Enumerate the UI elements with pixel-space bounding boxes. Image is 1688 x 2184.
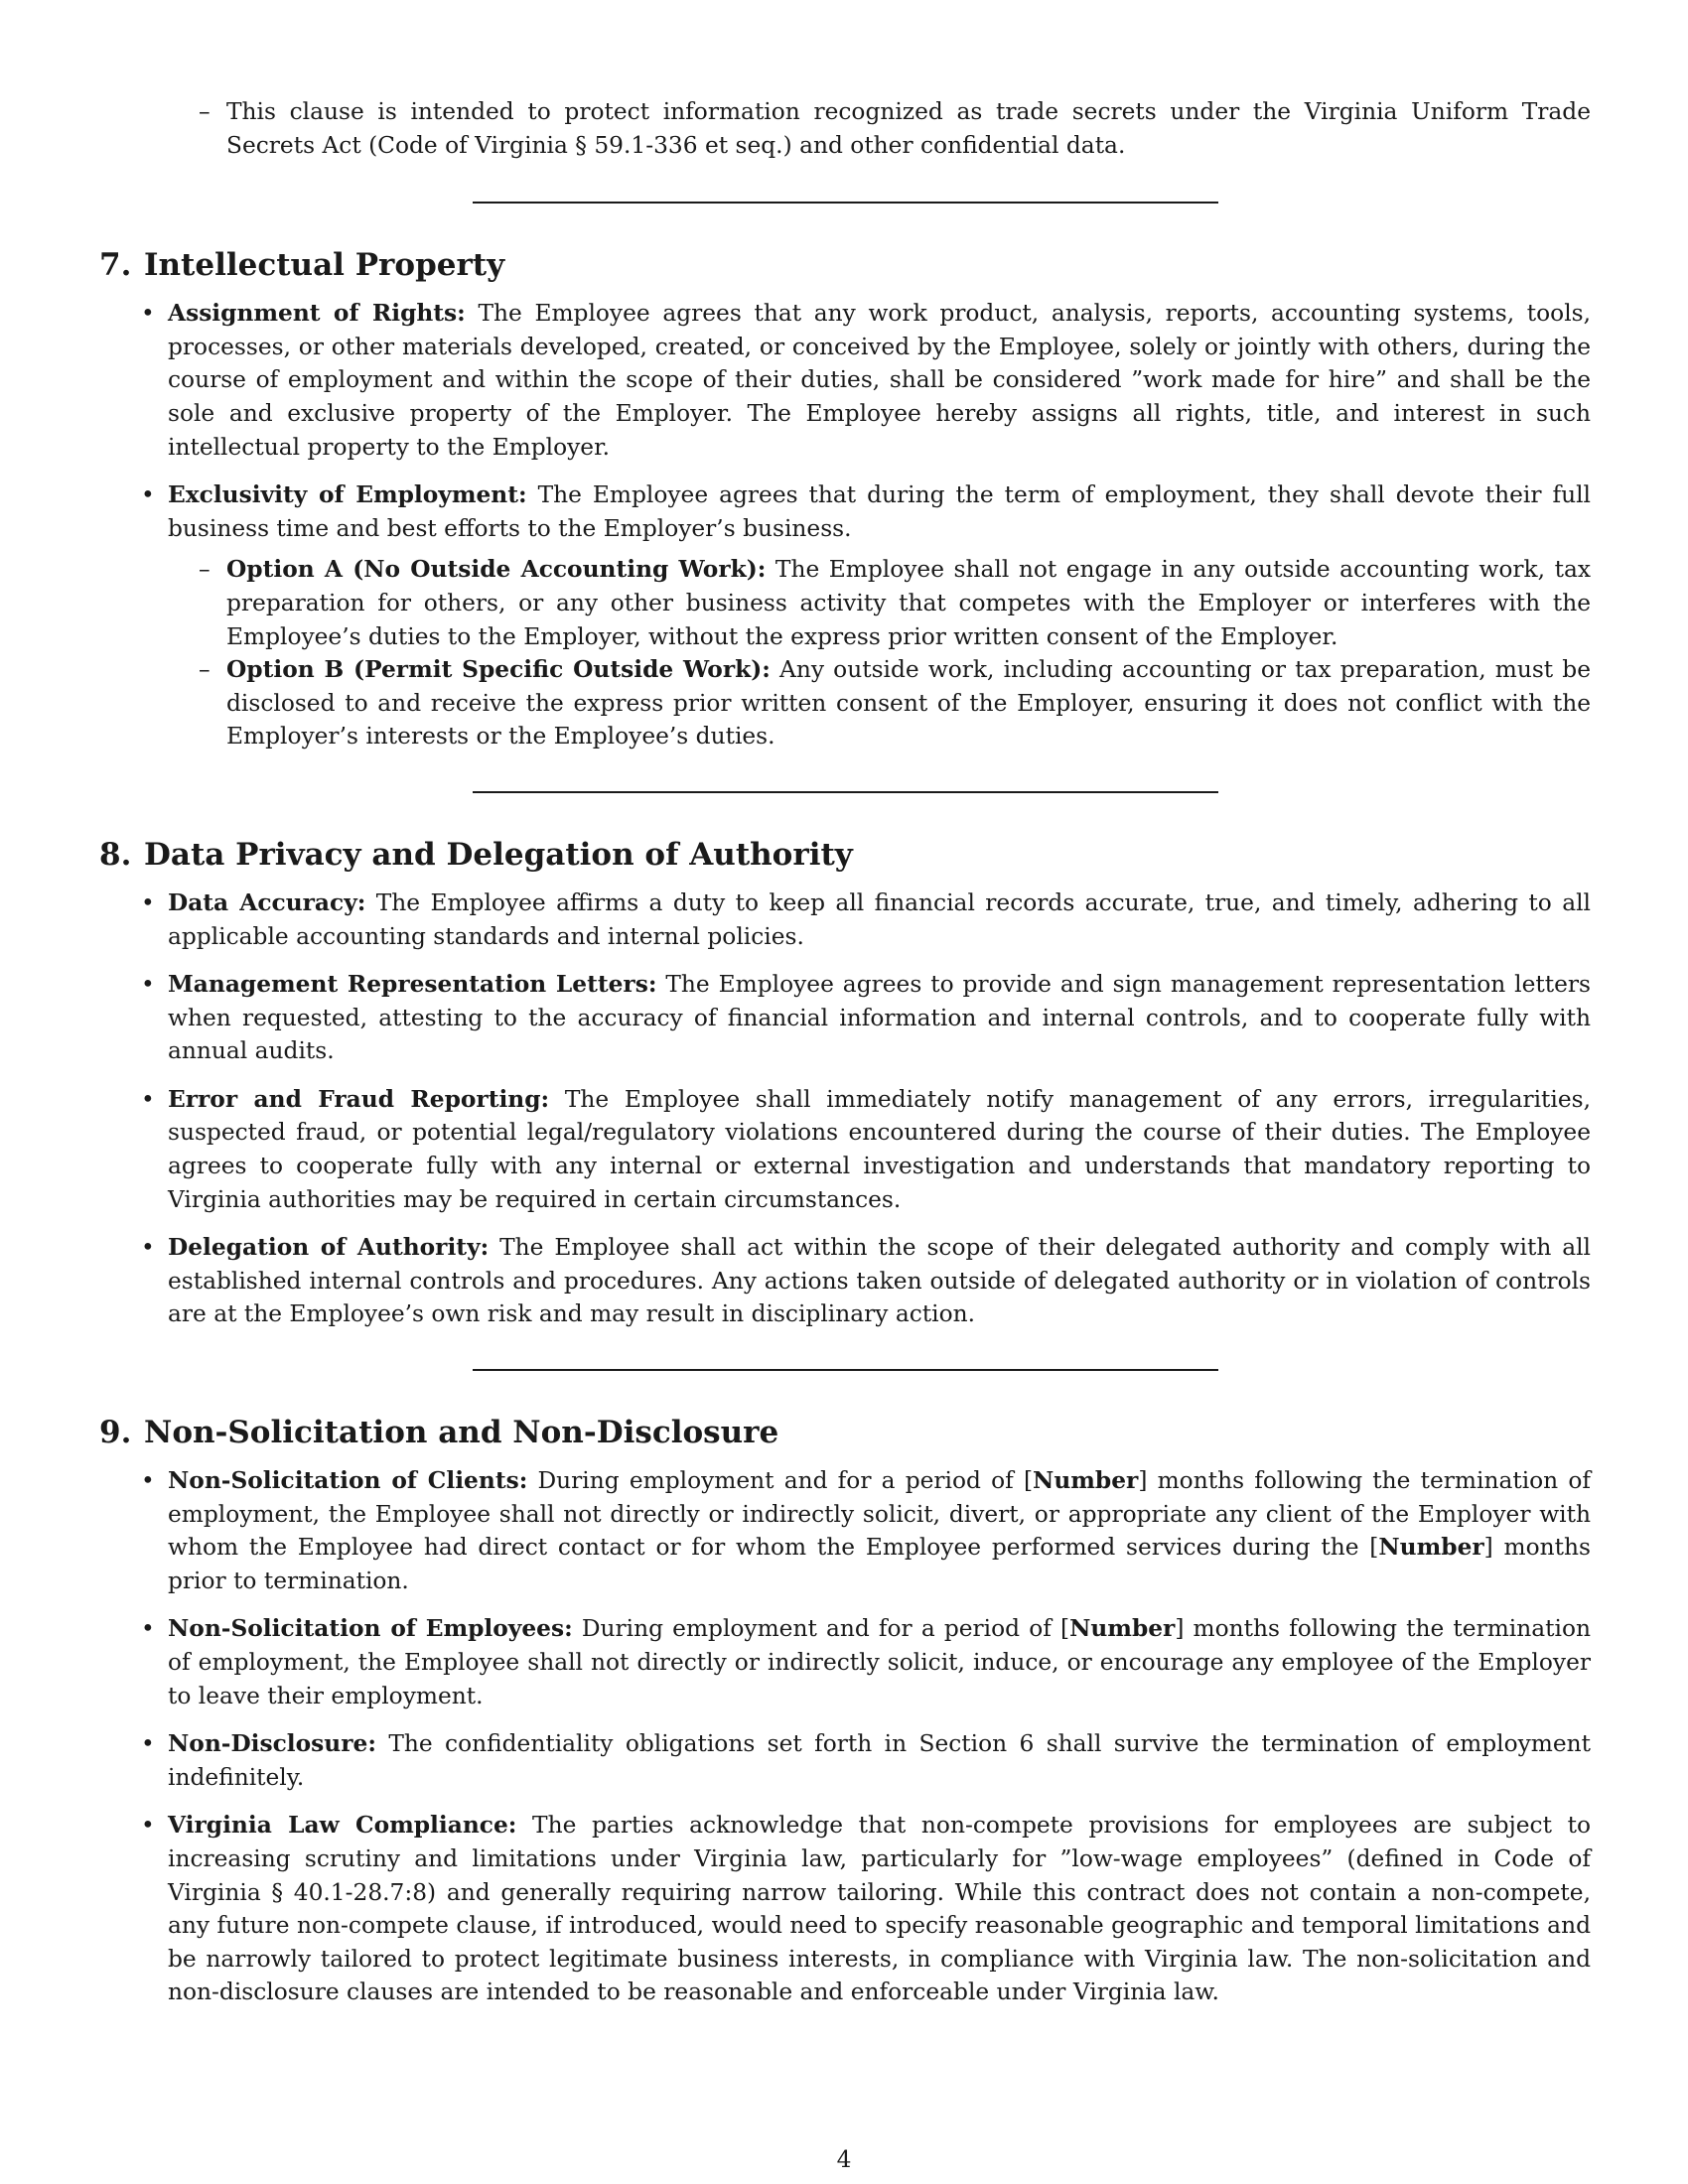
bullet-marker: •: [141, 1467, 155, 1495]
section-9-heading: [99, 1413, 1591, 1452]
item-text: The Employee affirms a duty to keep all financial records accurate, true, and timely, adhering to all applicable accounting standards and internal policies.: [168, 888, 1592, 950]
item-label: Management Representation Letters:: [168, 971, 657, 999]
item-text: The parties acknowledge that non-compete provisions for employees are subject to increasing scrutiny and limitations under Virginia law, particularly for ”low-wage employees” (defined in Code of Virginia § 40.1-28.7:8) and generally requiring narrow tailoring. While this contract does not contain a non-compete, any future non-compete clause, if introduced, would need to specify reasonable geographic and temporal limitations and be narrowly tailored to protect legitimate business interests, in compliance with Virginia law. The non-solicitation and non-disclosure clauses are intended to be reasonable and enforceable under Virginia law.: [168, 1812, 1591, 2006]
bullet-marker: •: [141, 300, 155, 328]
data-accuracy-item: [99, 887, 1591, 953]
section-title: Data Privacy and Delegation of Authority: [144, 836, 853, 873]
item-text: During employment and for a period of [: [581, 1615, 1070, 1643]
item-text: Any outside work, including accounting or tax preparation, must be disclosed to and receive the express prior written consent of the Employer, ensuring it does not conflict with the Employer’s interests or the Employee’s duties.: [226, 656, 1592, 751]
item-label: Non-Solicitation of Clients:: [168, 1467, 528, 1495]
section-number: 8.: [99, 836, 132, 873]
item-text: The Employee shall immediately notify management of any errors, irregularities, suspected fraud, or potential legal/regulatory violations encountered during the course of their duties. The Employee agrees to cooperate fully with any internal or external investigation and understands that mandatory reporting to Virginia authorities may be required in certain circumstances.: [168, 1085, 1592, 1213]
item-label: Non-Disclosure:: [168, 1730, 376, 1758]
item-label: Option A (No Outside Accounting Work):: [226, 556, 767, 584]
section-number: 9.: [99, 1415, 132, 1451]
bullet-marker: •: [141, 1234, 155, 1262]
item-label: Delegation of Authority:: [168, 1234, 490, 1262]
bullet-marker: •: [141, 1812, 155, 1840]
delegation-item: [99, 1231, 1591, 1331]
item-text: The Employee agrees that any work product, analysis, reports, accounting systems, tools, processes, or other materials developed, created, or conceived by the Employee, solely or jointly with others, during the course of employment and within the scope of their duties, shall be considered ”work made for hire” and shall be the sole and exclusive property of the Employer. The Employee hereby assigns all rights, title, and interest in such intellectual property to the Employer.: [168, 300, 1592, 461]
employee-solicitation-item: [99, 1612, 1591, 1712]
page-number: 4: [836, 2146, 852, 2173]
item-label: Assignment of Rights:: [168, 300, 466, 328]
bullet-marker: •: [141, 481, 155, 509]
number-placeholder: Number: [1378, 1534, 1484, 1562]
item-text: During employment and for a period of [: [537, 1467, 1034, 1495]
number-placeholder: Number: [1069, 1615, 1176, 1643]
section-title: Non-Solicitation and Non-Disclosure: [144, 1415, 779, 1451]
item-label: Data Accuracy:: [168, 888, 366, 916]
bullet-marker: •: [141, 1730, 155, 1758]
section-divider: [473, 1369, 1218, 1371]
client-solicitation-item: [99, 1464, 1591, 1597]
bullet-marker: •: [141, 1615, 155, 1643]
option-b-item: [99, 653, 1591, 753]
trade-secret-clause: [99, 95, 1591, 162]
bullet-marker: •: [141, 1085, 155, 1113]
item-text: The confidentiality obligations set forth in Section 6 shall survive the termination of employment indefinitely.: [168, 1730, 1592, 1791]
item-text: The Employee agrees to provide and sign management representation letters when requested, attesting to the accuracy of financial information and internal controls, and to cooperate fully with annual audits.: [168, 971, 1592, 1065]
section-divider: [473, 791, 1218, 793]
item-label: Option B (Permit Specific Outside Work):: [226, 656, 771, 684]
item-label: Virginia Law Compliance:: [168, 1812, 517, 1840]
dash-marker: –: [199, 656, 211, 684]
bullet-marker: •: [141, 888, 155, 916]
item-text: The Employee agrees that during the term of employment, they shall devote their full business time and best efforts to the Employer’s business.: [168, 481, 1591, 542]
item-text: The Employee shall act within the scope of their delegated authority and comply with all established internal controls and procedures. Any actions taken outside of delegated authority or in violation of controls are at the Employee’s own risk and may result in disciplinary action.: [168, 1234, 1592, 1328]
dash-marker: –: [199, 98, 211, 125]
item-text: ] months following the termination of employment, the Employee shall not directly or indirectly solicit, induce, or encourage any employee of the Employer to leave their employment.: [168, 1615, 1591, 1709]
exclusivity-item: [99, 478, 1591, 545]
dash-marker: –: [199, 556, 211, 584]
representation-letters-item: [99, 968, 1591, 1068]
option-a-item: [99, 553, 1591, 653]
item-text: ] months prior to termination.: [168, 1534, 1592, 1594]
fraud-reporting-item: [99, 1083, 1591, 1216]
assignment-of-rights-item: [99, 297, 1591, 464]
virginia-law-item: [99, 1809, 1591, 2009]
section-title: Intellectual Property: [144, 247, 505, 284]
item-label: Exclusivity of Employment:: [168, 481, 527, 509]
document-page: [99, 95, 1591, 2009]
item-label: Error and Fraud Reporting:: [168, 1085, 550, 1113]
section-8-heading: [99, 835, 1591, 875]
number-placeholder: Number: [1033, 1467, 1139, 1495]
bullet-marker: •: [141, 971, 155, 999]
section-number: 7.: [99, 247, 132, 284]
section-7-heading: [99, 245, 1591, 285]
item-text: ] months following the termination of employment, the Employee shall not directly or indirectly solicit, divert, or appropriate any client of the Employer with whom the Employee had direct contact or for whom the Employee performed services during the [: [168, 1467, 1592, 1562]
section-divider: [473, 202, 1218, 204]
item-text: The Employee shall not engage in any outside accounting work, tax preparation for others, or any other business activity that competes with the Employer or interferes with the Employee’s duties to the Employer, without the express prior written consent of the Employer.: [226, 556, 1591, 650]
non-disclosure-item: [99, 1727, 1591, 1794]
item-label: Non-Solicitation of Employees:: [168, 1615, 573, 1643]
trade-secret-text: This clause is intended to protect information recognized as trade secrets under the Virginia Uniform Trade Secrets Act (Code of Virginia § 59.1-336 et seq.) and other confidential data.: [226, 98, 1591, 159]
